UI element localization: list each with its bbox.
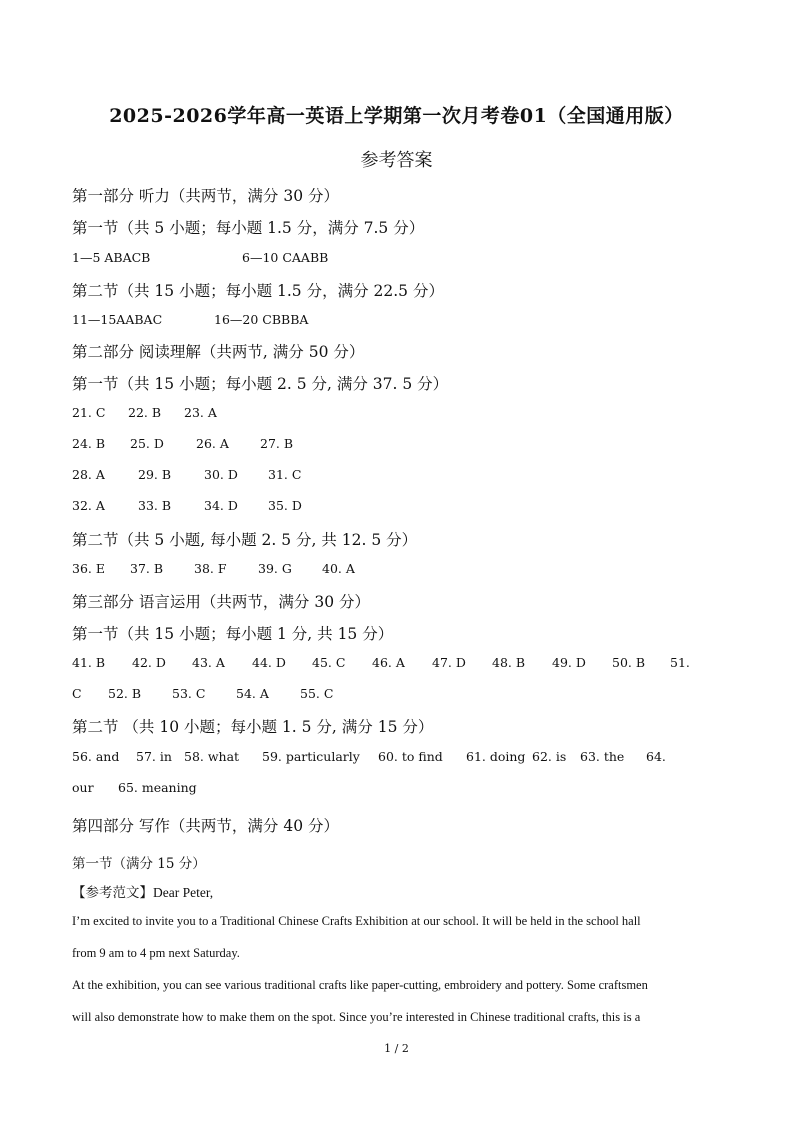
answer-item: 24. B <box>72 436 106 451</box>
answer-item: 53. C <box>172 686 206 701</box>
answer-item: 22. B <box>128 405 162 420</box>
answer-item: 62. is <box>532 749 567 764</box>
answer-item: 30. D <box>204 467 238 482</box>
answer-item: 41. B <box>72 655 106 670</box>
answer-item: 44. D <box>252 655 286 670</box>
answer-item: 57. in <box>136 749 172 764</box>
part3-sec2-heading: 第二节 （共 10 小题；每小题 1. 5 分, 满分 15 分） <box>72 718 434 736</box>
answer-item: 58. what <box>184 749 240 764</box>
answer-item: our <box>72 780 94 795</box>
salutation: Dear Peter, <box>153 885 214 900</box>
answer-row <box>72 498 722 513</box>
answer-row <box>72 467 722 482</box>
answer-item: 48. B <box>492 655 526 670</box>
answer-item: 45. C <box>312 655 346 670</box>
page-number: 1 / 2 <box>384 1042 409 1055</box>
answer-item: 40. A <box>322 561 355 576</box>
part2-sec2-heading: 第二节（共 5 小题, 每小题 2. 5 分, 共 12. 5 分） <box>72 531 418 549</box>
answer-item: 49. D <box>552 655 586 670</box>
answer-item: 65. meaning <box>118 780 197 795</box>
answer-item: 34. D <box>204 498 238 513</box>
answer-row <box>72 405 722 420</box>
answer-item: 50. B <box>612 655 646 670</box>
answer-item: 21. C <box>72 405 106 420</box>
essay-line: from 9 am to 4 pm next Saturday. <box>72 946 240 960</box>
essay-line: I’m excited to invite you to a Traditional Chinese Crafts Exhibition at our school. It will be held in the school hall <box>72 914 641 928</box>
answer-item: 27. B <box>260 436 294 451</box>
answer-row <box>72 655 722 670</box>
answer-item: 55. C <box>300 686 334 701</box>
answer-item: C <box>72 686 82 701</box>
answer-item: 61. doing <box>466 749 526 764</box>
answer-item: 29. B <box>138 467 172 482</box>
answer-item: 52. B <box>108 686 142 701</box>
part1-sec1-heading: 第一节（共 5 小题；每小题 1.5 分，满分 7.5 分） <box>72 219 425 237</box>
answer-item: 51. <box>670 655 690 670</box>
part4-heading: 第四部分 写作（共两节，满分 40 分） <box>72 817 340 835</box>
answer-item: 25. D <box>130 436 164 451</box>
answer-item: 63. the <box>580 749 625 764</box>
answer-item: 37. B <box>130 561 164 576</box>
answer-item: 31. C <box>268 467 302 482</box>
answer-item: 32. A <box>72 498 105 513</box>
answer-item: 42. D <box>132 655 166 670</box>
part1-heading: 第一部分 听力（共两节，满分 30 分） <box>72 187 340 205</box>
answer-item: 46. A <box>372 655 405 670</box>
answer-item: 35. D <box>268 498 302 513</box>
part1-sec2-answers-b: 16—20 CBBBA <box>214 312 309 327</box>
answer-item: 43. A <box>192 655 225 670</box>
answer-row <box>72 749 722 764</box>
answer-item: 56. and <box>72 749 120 764</box>
essay-line: At the exhibition, you can see various traditional crafts like paper-cutting, embroidery and pottery. Some craftsmen <box>72 978 648 992</box>
part1-sec2-heading: 第二节（共 15 小题；每小题 1.5 分，满分 22.5 分） <box>72 282 444 300</box>
answer-item: 36. E <box>72 561 105 576</box>
answer-item: 64. <box>646 749 666 764</box>
part1-sec2-answers-a: 11—15AABAC <box>72 312 163 327</box>
answer-item: 54. A <box>236 686 269 701</box>
answer-item: 26. A <box>196 436 229 451</box>
answer-row <box>72 561 722 576</box>
answer-item: 60. to find <box>378 749 443 764</box>
answer-item: 23. A <box>184 405 217 420</box>
document-subtitle: 参考答案 <box>360 150 433 171</box>
answer-item: 33. B <box>138 498 172 513</box>
answer-row <box>72 780 722 795</box>
answer-item: 38. F <box>194 561 227 576</box>
essay-intro <box>72 881 213 901</box>
part1-sec1-answers-a: 1—5 ABACB <box>72 250 151 265</box>
document-title: 2025-2026学年高一英语上学期第一次月考卷01（全国通用版） <box>109 105 684 127</box>
part3-heading: 第三部分 语言运用（共两节，满分 30 分） <box>72 593 371 611</box>
part3-sec1-heading: 第一节（共 15 小题；每小题 1 分, 共 15 分） <box>72 625 394 643</box>
answer-item: 28. A <box>72 467 105 482</box>
part1-sec1-answers-b: 6—10 CAABB <box>242 250 329 265</box>
part4-sec1-heading: 第一节（满分 15 分） <box>72 856 206 872</box>
answer-row <box>72 436 722 451</box>
answer-row <box>72 686 722 701</box>
answer-item: 47. D <box>432 655 466 670</box>
sample-label: 【参考范文】 <box>72 885 153 900</box>
part2-sec1-heading: 第一节（共 15 小题；每小题 2. 5 分, 满分 37. 5 分） <box>72 375 449 393</box>
part2-heading: 第二部分 阅读理解（共两节, 满分 50 分） <box>72 343 365 361</box>
essay-line: will also demonstrate how to make them on the spot. Since you’re interested in Chinese traditional crafts, this is a <box>72 1010 641 1024</box>
answer-item: 39. G <box>258 561 292 576</box>
answer-item: 59. particularly <box>262 749 360 764</box>
